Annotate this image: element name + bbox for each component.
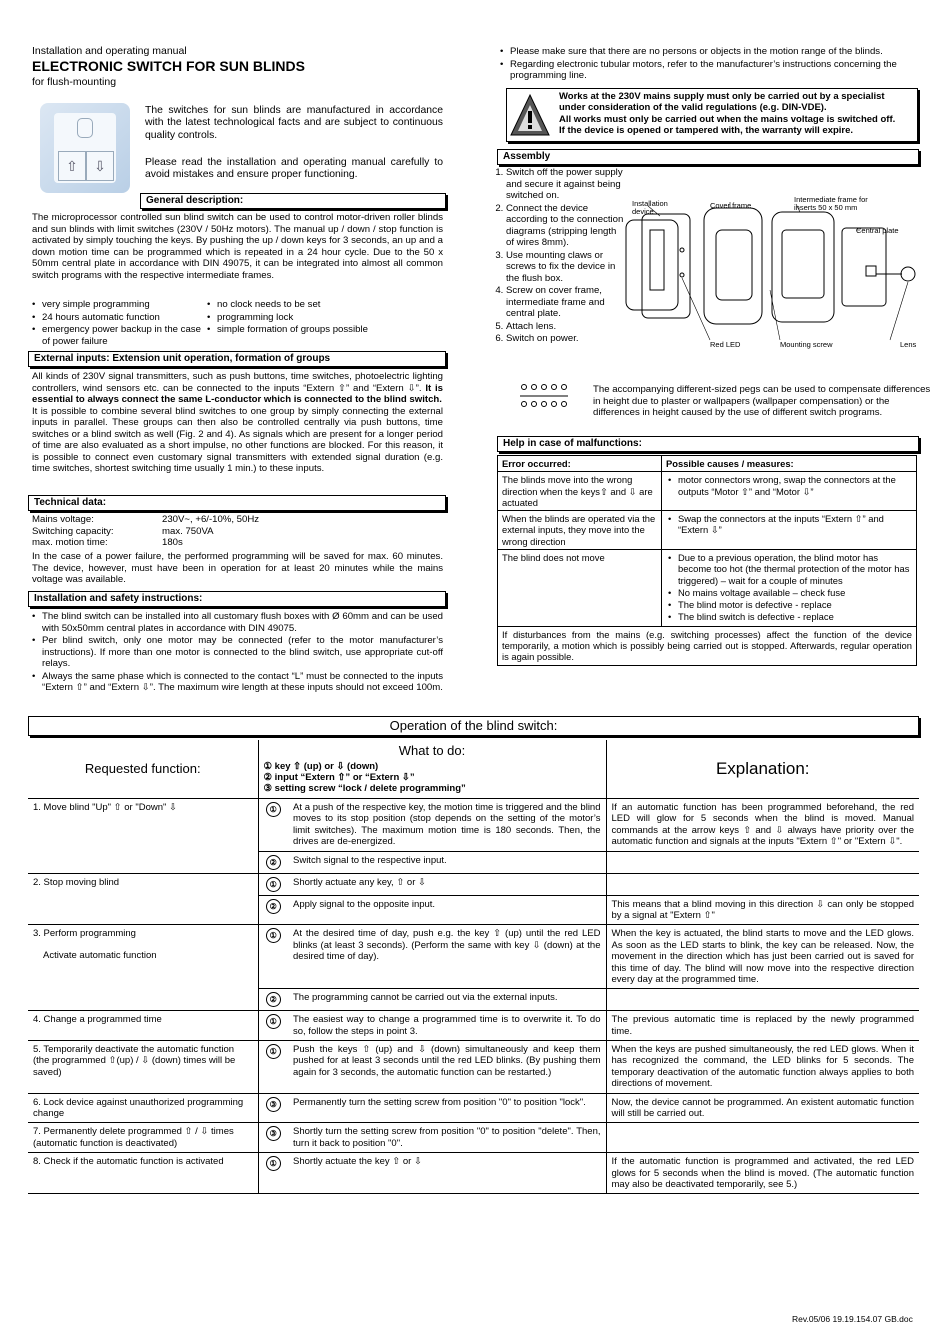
step-instruction: Shortly actuate the key ⇧ or ⇩	[288, 1153, 606, 1194]
document-footer: Rev.05/06 19.19.154.07 GB.doc	[792, 1314, 913, 1324]
step-marker: ①	[266, 1156, 281, 1171]
step-marker: ②	[266, 899, 281, 914]
pegs-note: The accompanying different-sized pegs can be used to compensate differences in height due to plaster or wallpapers (wallpaper compensation) or the differences in height caused by the use of different switch programs.	[593, 384, 931, 418]
step-marker: ①	[266, 877, 281, 892]
step-marker: ③	[266, 1126, 281, 1141]
feature-item: • emergency power backup in the case of power failure	[30, 324, 205, 347]
step-instruction: Push the keys ⇧ (up) and ⇩ (down) simultaneously and keep them pushed for at least 3 seconds until the red LED blinks. (By pushing them again for 3 seconds, the automatic function can be restarted.)	[288, 1041, 606, 1094]
malfunction-table	[497, 455, 917, 666]
step-marker: ③	[266, 1097, 281, 1112]
label-lens: Lens	[900, 340, 917, 349]
general-heading: General description:	[140, 193, 446, 209]
step-instruction: The easiest way to change a programmed time is to overwrite it. To do so, follow the steps in point 3.	[288, 1011, 606, 1041]
operation-row	[28, 1011, 919, 1041]
requested-function: 5. Temporarily deactivate the automatic function (the programmed ⇧(up) / ⇩ (down) times will be saved)	[28, 1041, 258, 1094]
pegs-icon	[520, 383, 568, 409]
step-instruction: At the desired time of day, push e.g. the key ⇧ (up) until the red LED blinks (at least 3 seconds). (Perform the same with key ⇩ (down) at the desired time of day).	[288, 925, 606, 989]
requested-function: 2. Stop moving blind	[28, 873, 258, 925]
label-central-plate: Central plate	[856, 226, 899, 235]
step-explanation	[606, 873, 919, 895]
document-subtitle: for flush-mounting	[32, 76, 117, 88]
step-marker: ②	[266, 992, 281, 1007]
assembly-steps	[492, 167, 626, 346]
step-explanation	[606, 851, 919, 873]
assembly-step: 3. Use mounting claws or screws to fix the device in the flush box.	[506, 250, 626, 285]
precaution-item: • Please make sure that there are no persons or objects in the motion range of the blinds.	[498, 46, 918, 58]
col-requested-function: Requested function:	[28, 740, 258, 799]
feature-item: • 24 hours automatic function	[30, 312, 205, 324]
operation-row	[28, 1041, 919, 1094]
step-instruction: Permanently turn the setting screw from position "0" to position "lock".	[288, 1093, 606, 1123]
label-installation: Installation device	[632, 199, 668, 217]
technical-note: In the case of a power failure, the performed programming will be saved for max. 60 minutes. The device, however, must have been in operation for at least 20 minutes while the mains voltage was available.	[32, 551, 443, 585]
operation-row	[28, 799, 919, 852]
step-marker: ①	[266, 928, 281, 943]
safety-heading: Installation and safety instructions:	[28, 591, 446, 607]
malfunction-col-causes: Possible causes / measures:	[662, 456, 917, 472]
external-text: All kinds of 230V signal transmitters, such as push buttons, time switches, photoelectric lighting controllers, wind sensors etc. can be connected to the inputs “Extern ⇧” and “Extern ⇩”. It is essential to always connect the same L-conductor which is connected to the blind switch. It is possible to combine several blind switches to one group by simply connecting the external inputs in parallel. These groups can then also be controlled centrally via push buttons, time switches or a blind switch as well (Fig. 2 and 4). As signals which are present for a longer period of time are also evaluated as a short impulse, no other functions are blocked. For this reason, it is possible to connect even customary signal transmitters with extended signal duration (e.g. time switches, shortest switching time usually 1 min.) to these inputs.	[32, 371, 444, 474]
operation-table	[28, 740, 919, 1194]
precaution-list	[498, 46, 918, 83]
document-title: ELECTRONIC SWITCH FOR SUN BLINDS	[32, 58, 305, 74]
step-explanation: When the key is actuated, the blind starts to move and the LED glows. As soon as the LED starts to blink, the key can be released. Now, the movement in the direction which has just been carried out is saved for this time of day. The blind will now move into the respective direction every day at the programmed time.	[611, 928, 914, 985]
col-what-to-do: What to do: ① key ⇧ (up) or ⇩ (down) ② input “Extern ⇧” or “Extern ⇩” ③ setting screw “lock / delete programming”	[258, 740, 606, 799]
feature-item: • very simple programming	[30, 299, 205, 311]
assembly-step: 2. Connect the device according to the connection diagrams (stripping length of wires 8mm).	[506, 203, 626, 249]
assembly-step: 5. Attach lens.	[506, 321, 626, 333]
requested-function: 7. Permanently delete programmed ⇧ / ⇩ times (automatic function is deactivated)	[28, 1123, 258, 1153]
general-text: The microprocessor controlled sun blind switch can be used to control motor-driven roller blinds and sun blinds with limit switches (230V / 50Hz motors). The manual up / down / stop function is activated by simply touching the keys. By pushing the up / down keys for 3 seconds, an up and a down motion time can be programmed which is repeated in a 24 hour cycle. Due to the 50 x 50mm central plate in accordance with DIN 49075, it can be integrated into almost all common switch programs with the respective intermediate frames.	[32, 212, 443, 281]
step-explanation: Now, the device cannot be programmed. An existent automatic function will still be carried out.	[611, 1096, 914, 1120]
requested-function: 1. Move blind "Up" ⇧ or "Down" ⇩	[28, 799, 258, 874]
malfunction-col-error: Error occurred:	[498, 456, 662, 472]
feature-list-left	[30, 299, 205, 348]
operation-row	[28, 1093, 919, 1123]
label-intermediate-frame: Intermediate frame for inserts 50 x 50 mm	[794, 195, 868, 213]
step-marker: ①	[266, 802, 281, 817]
step-instruction: Apply signal to the opposite input.	[288, 895, 606, 925]
requested-function: 6. Lock device against unauthorized programming change	[28, 1093, 258, 1123]
precaution-item: • Regarding electronic tubular motors, refer to the manufacturer’s instructions concerning the programming line.	[498, 59, 918, 82]
requested-function: 3. Perform programming Activate automatic function	[28, 925, 258, 1011]
feature-item: • no clock needs to be set	[205, 299, 445, 311]
operation-row	[28, 1123, 919, 1153]
step-instruction: At a push of the respective key, the motion time is triggered and the blind moves to its stop position (stop depends on the setting of the motor’s limit switches). The maximum motion time is 180 seconds. Then, the drives are de-energized.	[288, 799, 606, 852]
step-marker: ①	[266, 1014, 281, 1029]
assembly-figure	[620, 190, 920, 360]
external-heading: External inputs: Extension unit operation, formation of groups	[28, 351, 446, 367]
technical-heading: Technical data:	[28, 495, 446, 511]
step-instruction: Switch signal to the respective input.	[288, 851, 606, 873]
assembly-step: 6. Switch on power.	[506, 333, 626, 345]
safety-item: • The blind switch can be installed into all customary flush boxes with Ø 60mm and can be used with 50x50mm central plates in accordance with DIN 49075.	[30, 611, 443, 634]
col-explanation: Explanation:	[715, 758, 810, 778]
intro-paragraph-2: Please read the installation and operating manual carefully to avoid mistakes and ensure proper functioning.	[145, 157, 443, 181]
label-mounting-screw: Mounting screw	[780, 340, 833, 349]
feature-list-right	[205, 299, 445, 337]
manual-kicker: Installation and operating manual	[32, 45, 187, 57]
step-instruction: Shortly turn the setting screw from position "0" to position "delete". Then, turn it back to position "0".	[288, 1123, 606, 1153]
step-marker: ②	[266, 855, 281, 870]
safety-item: • Always the same phase which is connected to the contact “L” must be connected to the inputs “Extern ⇧” and “Extern ⇩”. The maximum wire length at these inputs should not exceed 100m.	[30, 671, 443, 694]
step-explanation: If an automatic function has been programmed beforehand, the red LED will glow for 5 seconds when the blind is moved. Manual commands at the arrow keys ⇧ and ⇩ always have priority over the automatic function and signals at the inputs "Extern ⇧" or "Extern ⇩".	[611, 802, 914, 848]
step-marker: ①	[266, 1044, 281, 1059]
intro-paragraph-1: The switches for sun blinds are manufactured in accordance with the latest technological facts and are subject to continuous quality controls.	[145, 105, 443, 141]
assembly-step: 4. Screw on cover frame, intermediate frame and central plate.	[506, 285, 626, 320]
operation-row	[28, 925, 919, 989]
warning-box: Works at the 230V mains supply must only be carried out by a specialist under consideration of the valid regulations (e.g. DIN-VDE). All works must only be carried out when the mains voltage is switched off. If the device is opened or tampered with, the warranty will expire.	[506, 88, 918, 142]
step-explanation: When the keys are pushed simultaneously, the red LED glows. When it has recognized the command, the LED blinks for 5 seconds. The temporary deactivation of the automatic function always applies to both directions of movement.	[611, 1044, 914, 1090]
feature-item: • programming lock	[205, 312, 445, 324]
step-explanation: If the automatic function is programmed and activated, the red LED glows for 5 seconds when the blind is moved. (The automatic function may also be deactivated temporarily, see 5.)	[611, 1156, 914, 1190]
step-instruction: The programming cannot be carried out via the external inputs.	[288, 989, 606, 1011]
assembly-step: 1. Switch off the power supply and secure it against being switched on.	[506, 167, 626, 202]
step-explanation: This means that a blind moving in this direction ⇩ can only be stopped by a signal at "Extern ⇧"	[611, 898, 914, 921]
step-instruction: Shortly actuate any key, ⇧ or ⇩	[288, 873, 606, 895]
requested-function: 8. Check if the automatic function is activated	[28, 1153, 258, 1194]
requested-function: 4. Change a programmed time	[28, 1011, 258, 1041]
technical-table: Mains voltage: 230V~, +6/-10%, 50Hz Switching capacity: max. 750VA max. motion time: 180s	[32, 514, 260, 548]
label-red-led: Red LED	[710, 340, 741, 349]
label-cover-frame: Cover frame	[710, 201, 752, 210]
step-explanation	[606, 1123, 919, 1153]
switch-illustration	[40, 103, 130, 193]
malfunction-footer: If disturbances from the mains (e.g. switching processes) affect the function of the device temporarily, a motion which is possibly being carried out is stopped. Afterwards, regular operation is again possible.	[498, 626, 917, 665]
malfunction-heading: Help in case of malfunctions:	[497, 436, 919, 452]
up-arrow-icon: ⇧	[58, 151, 86, 181]
safety-item: • Per blind switch, only one motor may be connected (refer to the motor manufacturer’s instructions). If more than one motor is connected to the blind switch, use appropriate cut-off relays.	[30, 635, 443, 670]
feature-item: • simple formation of groups possible	[205, 324, 445, 336]
operation-row	[28, 873, 919, 895]
warning-triangle-icon	[509, 93, 551, 137]
step-explanation	[606, 989, 919, 1011]
table-row: The blind does not move • Due to a previous operation, the blind motor has become too hot (the thermal protection of the motor has triggered) – wait for a couple of minutes • No mains voltage available – check fuse • The blind motor is defective - replace • The blind switch is defective - replace	[498, 549, 917, 626]
table-row: The blinds move into the wrong direction when the keys⇧ and ⇩ are actuated • motor connectors wrong, swap the connectors at the outputs “Motor ⇧” and “Motor ⇩”	[498, 472, 917, 511]
assembly-heading: Assembly	[497, 149, 919, 165]
operation-title: Operation of the blind switch:	[28, 716, 919, 736]
operation-row	[28, 1153, 919, 1194]
down-arrow-icon: ⇩	[86, 151, 114, 181]
table-row: When the blinds are operated via the external inputs, they move into the wrong direction • Swap the connectors at the inputs “Extern ⇧” and “Extern ⇩”	[498, 511, 917, 550]
step-explanation: The previous automatic time is replaced by the newly programmed time.	[611, 1014, 914, 1037]
safety-list	[30, 611, 443, 695]
